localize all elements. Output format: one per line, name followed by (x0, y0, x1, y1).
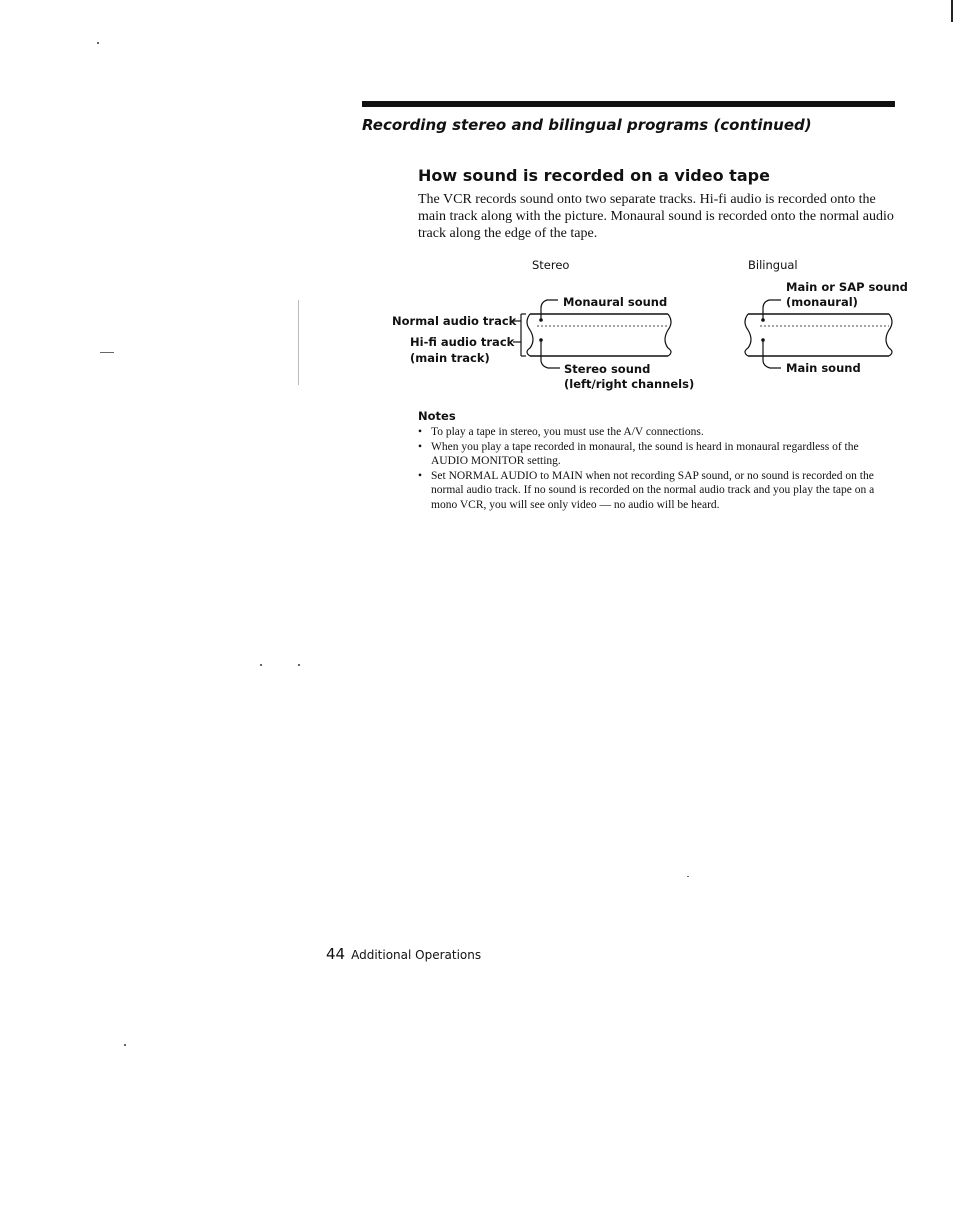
footer-section-name: Additional Operations (351, 948, 482, 962)
main-sound-label: Main sound (786, 361, 861, 375)
left-right-channels-label: (left/right channels) (564, 377, 695, 391)
bilingual-caption: Bilingual (748, 258, 798, 272)
page-number: 44 (326, 945, 346, 963)
scan-edge-mark (951, 0, 953, 22)
page-footer (326, 944, 481, 963)
stereo-sound-label: Stereo sound (564, 362, 651, 376)
page-heading: How sound is recorded on a video tape (418, 166, 770, 185)
scan-speck (298, 300, 299, 385)
main-track-label: (main track) (410, 351, 490, 365)
monaural-sound-label: Monaural sound (563, 295, 668, 309)
stereo-tape-illustration (513, 300, 671, 368)
scan-speck (687, 876, 689, 877)
note-item: • When you play a tape recorded in monaural, the sound is heard in monaural regardless of the AUDIO MONITOR setting. (418, 440, 888, 469)
hifi-audio-track-label: Hi-fi audio track (410, 335, 515, 349)
note-item: • To play a tape in stereo, you must use the A/V connections. (418, 425, 888, 440)
stereo-caption: Stereo (532, 258, 570, 272)
scan-speck (298, 664, 300, 666)
scan-speck (100, 352, 114, 353)
notes-list (418, 425, 888, 512)
monaural-label: (monaural) (786, 295, 858, 309)
intro-paragraph: The VCR records sound onto two separate tracks. Hi-fi audio is recorded onto the main track along with the picture. Monaural sound is recorded onto the normal audio track along the edge of the tape. (418, 192, 894, 241)
bilingual-tape-illustration (745, 300, 892, 368)
note-item: • Set NORMAL AUDIO to MAIN when not recording SAP sound, or no sound is recorded on the normal audio track. If no sound is recorded on the normal audio track and you play the tape on a mono VCR, you will see only video — no audio will be heard. (418, 469, 888, 513)
scan-speck (124, 1044, 126, 1046)
section-title: Recording stereo and bilingual programs (continued) (362, 116, 812, 134)
scan-speck (97, 42, 99, 44)
notes-title: Notes (418, 409, 456, 423)
main-or-sap-sound-label: Main or SAP sound (786, 280, 908, 294)
scan-speck (260, 664, 262, 666)
normal-audio-track-label: Normal audio track (392, 314, 517, 328)
